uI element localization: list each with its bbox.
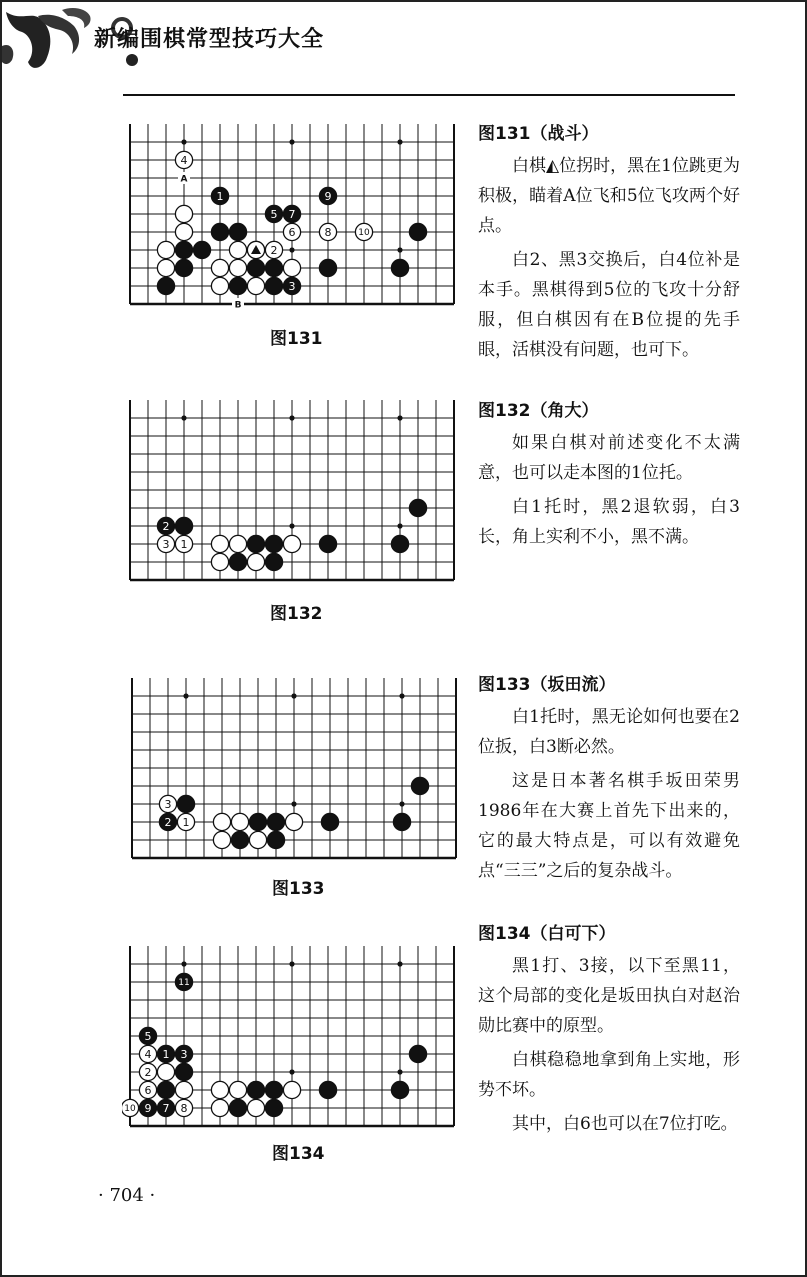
figure-caption-133: 图133 — [272, 879, 325, 899]
star-point — [399, 693, 404, 698]
figure-text-134 — [478, 919, 740, 1143]
stone-move-number: 3 — [180, 1047, 188, 1061]
black-stone — [267, 831, 284, 848]
black-stone — [247, 259, 264, 276]
stone-move-number: 1 — [180, 537, 188, 551]
white-stone — [175, 535, 192, 552]
star-point — [289, 523, 294, 528]
black-stone — [193, 241, 210, 258]
black-stone — [157, 517, 174, 534]
black-stone — [411, 777, 428, 794]
black-stone — [175, 973, 192, 990]
white-stone — [211, 259, 228, 276]
white-stone — [157, 535, 174, 552]
paragraph: 这是日本著名棋手坂田荣男1986年在大赛上首先下出来的，它的最大特点是，可以有效避免点“三三”之后的复杂战斗。 — [478, 771, 740, 881]
figure-heading-134: 图134（白可下） — [478, 924, 616, 944]
stone-move-number: 2 — [162, 519, 170, 533]
white-stone — [159, 795, 176, 812]
black-stone — [247, 1081, 264, 1098]
white-stone — [229, 241, 246, 258]
white-stone — [249, 831, 266, 848]
star-point — [397, 415, 402, 420]
black-stone — [391, 535, 408, 552]
star-point — [183, 693, 188, 698]
stone-move-number: 11 — [178, 978, 190, 989]
stone-move-number: 2 — [164, 815, 172, 829]
white-stone — [157, 241, 174, 258]
white-stone — [157, 1063, 174, 1080]
star-point — [289, 1069, 294, 1074]
black-stone — [229, 223, 246, 240]
white-stone — [211, 277, 228, 294]
stone-move-number: 9 — [144, 1101, 152, 1115]
stone-move-number: 7 — [288, 207, 296, 221]
figure-caption-131: 图131 — [270, 329, 323, 349]
black-stone — [265, 1081, 282, 1098]
figure-caption-134: 图134 — [272, 1144, 325, 1164]
black-stone — [247, 535, 264, 552]
figure-heading-131: 图131（战斗） — [478, 124, 599, 144]
white-stone — [283, 223, 300, 240]
black-stone — [157, 1099, 174, 1116]
black-stone — [409, 223, 426, 240]
black-stone — [231, 831, 248, 848]
star-point — [181, 961, 186, 966]
paragraph: 如果白棋对前述变化不太满意，也可以走本图的1位托。 — [478, 433, 740, 483]
go-board-132 — [122, 396, 462, 592]
stone-move-number: 1 — [216, 189, 224, 203]
white-stone — [229, 1081, 246, 1098]
black-stone — [283, 277, 300, 294]
white-stone — [177, 813, 194, 830]
stone-move-number: 6 — [288, 225, 296, 239]
black-stone — [177, 795, 194, 812]
stone-move-number: 8 — [324, 225, 332, 239]
star-point — [181, 415, 186, 420]
white-stone — [285, 813, 302, 830]
white-stone — [139, 1045, 156, 1062]
star-point — [289, 247, 294, 252]
go-board-134 — [122, 942, 462, 1134]
black-stone — [175, 241, 192, 258]
black-stone — [175, 1063, 192, 1080]
black-stone — [393, 813, 410, 830]
black-stone — [157, 1081, 174, 1098]
black-stone — [175, 259, 192, 276]
header-rule — [123, 94, 735, 96]
black-stone — [229, 1099, 246, 1116]
paragraph: 白棋◭位拐时，黑在1位跳更为积极，瞄着A位飞和5位飞攻两个好点。 — [478, 156, 740, 236]
white-stone — [175, 223, 192, 240]
stone-move-number: 9 — [324, 189, 332, 203]
figure-text-131 — [478, 119, 740, 369]
paragraph: 白2、黑3交换后，白4位补是本手。黑棋得到5位的飞攻十分舒服，但白棋因有在B位提的先手眼，活棋没有问题，也可下。 — [478, 250, 740, 360]
stone-move-number: 2 — [144, 1065, 152, 1079]
figure-heading-133: 图133（坂田流） — [478, 675, 616, 695]
black-stone — [265, 277, 282, 294]
white-stone — [213, 813, 230, 830]
stone-move-number: 3 — [288, 279, 296, 293]
stone-move-number: 3 — [162, 537, 170, 551]
star-point — [291, 693, 296, 698]
black-stone — [409, 499, 426, 516]
star-point — [289, 139, 294, 144]
stone-move-number: 4 — [144, 1047, 152, 1061]
black-stone — [409, 1045, 426, 1062]
white-stone — [211, 553, 228, 570]
black-stone — [211, 187, 228, 204]
star-point — [397, 961, 402, 966]
star-point — [399, 801, 404, 806]
paragraph: 白1托时，黑无论如何也要在2位扳，白3断必然。 — [478, 707, 740, 757]
white-stone — [229, 535, 246, 552]
black-stone — [319, 259, 336, 276]
white-stone — [265, 241, 282, 258]
page-number: · 704 · — [98, 1185, 156, 1206]
figure-heading-132: 图132（角大） — [478, 401, 599, 421]
white-stone — [139, 1063, 156, 1080]
white-stone — [247, 241, 264, 258]
black-stone — [265, 1099, 282, 1116]
black-stone — [175, 517, 192, 534]
star-point — [289, 961, 294, 966]
black-stone — [283, 205, 300, 222]
paragraph: 白棋稳稳地拿到角上实地，形势不坏。 — [478, 1050, 740, 1100]
black-stone — [249, 813, 266, 830]
white-stone — [229, 259, 246, 276]
stone-move-number: 5 — [144, 1029, 152, 1043]
black-stone — [391, 1081, 408, 1098]
paragraph: 黑1打、3接，以下至黑11，这个局部的变化是坂田执白对赵治勋比赛中的原型。 — [478, 956, 740, 1036]
white-stone — [175, 1099, 192, 1116]
white-stone — [122, 1099, 139, 1116]
white-stone — [175, 151, 192, 168]
black-stone — [321, 813, 338, 830]
star-point — [397, 247, 402, 252]
star-point — [181, 139, 186, 144]
star-point — [397, 139, 402, 144]
black-stone — [319, 535, 336, 552]
white-stone — [247, 1099, 264, 1116]
white-stone — [247, 277, 264, 294]
black-stone — [175, 1045, 192, 1062]
stone-move-number: 2 — [270, 243, 278, 257]
board-mark-label: B — [234, 300, 242, 311]
white-stone — [211, 1081, 228, 1098]
stone-move-number: 6 — [144, 1083, 152, 1097]
black-stone — [229, 277, 246, 294]
figure-text-133 — [478, 670, 740, 890]
star-point — [291, 801, 296, 806]
white-stone — [283, 259, 300, 276]
go-board-133 — [124, 674, 464, 866]
white-stone — [213, 831, 230, 848]
figure-text-132 — [478, 396, 740, 556]
star-point — [397, 1069, 402, 1074]
stone-move-number: 3 — [164, 797, 172, 811]
white-stone — [319, 223, 336, 240]
white-stone — [283, 535, 300, 552]
black-stone — [391, 259, 408, 276]
white-stone — [157, 259, 174, 276]
go-board-131 — [122, 120, 462, 324]
white-stone — [175, 205, 192, 222]
stone-move-number: 1 — [162, 1047, 170, 1061]
black-stone — [319, 187, 336, 204]
white-stone — [247, 553, 264, 570]
star-point — [397, 523, 402, 528]
stone-move-number: 4 — [180, 153, 188, 167]
black-stone — [157, 1045, 174, 1062]
white-stone — [355, 223, 372, 240]
star-point — [289, 415, 294, 420]
paragraph: 白1托时，黑2退软弱，白3长，角上实利不小，黑不满。 — [478, 497, 740, 547]
figure-caption-132: 图132 — [270, 604, 323, 624]
black-stone — [265, 259, 282, 276]
white-stone — [139, 1081, 156, 1098]
black-stone — [265, 553, 282, 570]
white-stone — [211, 1099, 228, 1116]
stone-move-number: 1 — [182, 815, 190, 829]
white-stone — [283, 1081, 300, 1098]
white-stone — [175, 1081, 192, 1098]
black-stone — [211, 223, 228, 240]
black-stone — [265, 535, 282, 552]
paragraph: 其中，白6也可以在7位打吃。 — [512, 1114, 738, 1134]
black-stone — [159, 813, 176, 830]
black-stone — [139, 1099, 156, 1116]
black-stone — [319, 1081, 336, 1098]
black-stone — [267, 813, 284, 830]
stone-move-number: 7 — [162, 1101, 170, 1115]
book-title: 新编围棋常型技巧大全 — [94, 27, 325, 52]
stone-move-number: 10 — [358, 228, 370, 239]
board-mark-label: A — [180, 174, 188, 185]
stone-move-number: 8 — [180, 1101, 188, 1115]
black-stone — [265, 205, 282, 222]
stone-move-number: 5 — [270, 207, 278, 221]
black-stone — [157, 277, 174, 294]
white-stone — [231, 813, 248, 830]
stone-move-number: 10 — [124, 1104, 136, 1115]
black-stone — [229, 553, 246, 570]
black-stone — [139, 1027, 156, 1044]
white-stone — [211, 535, 228, 552]
